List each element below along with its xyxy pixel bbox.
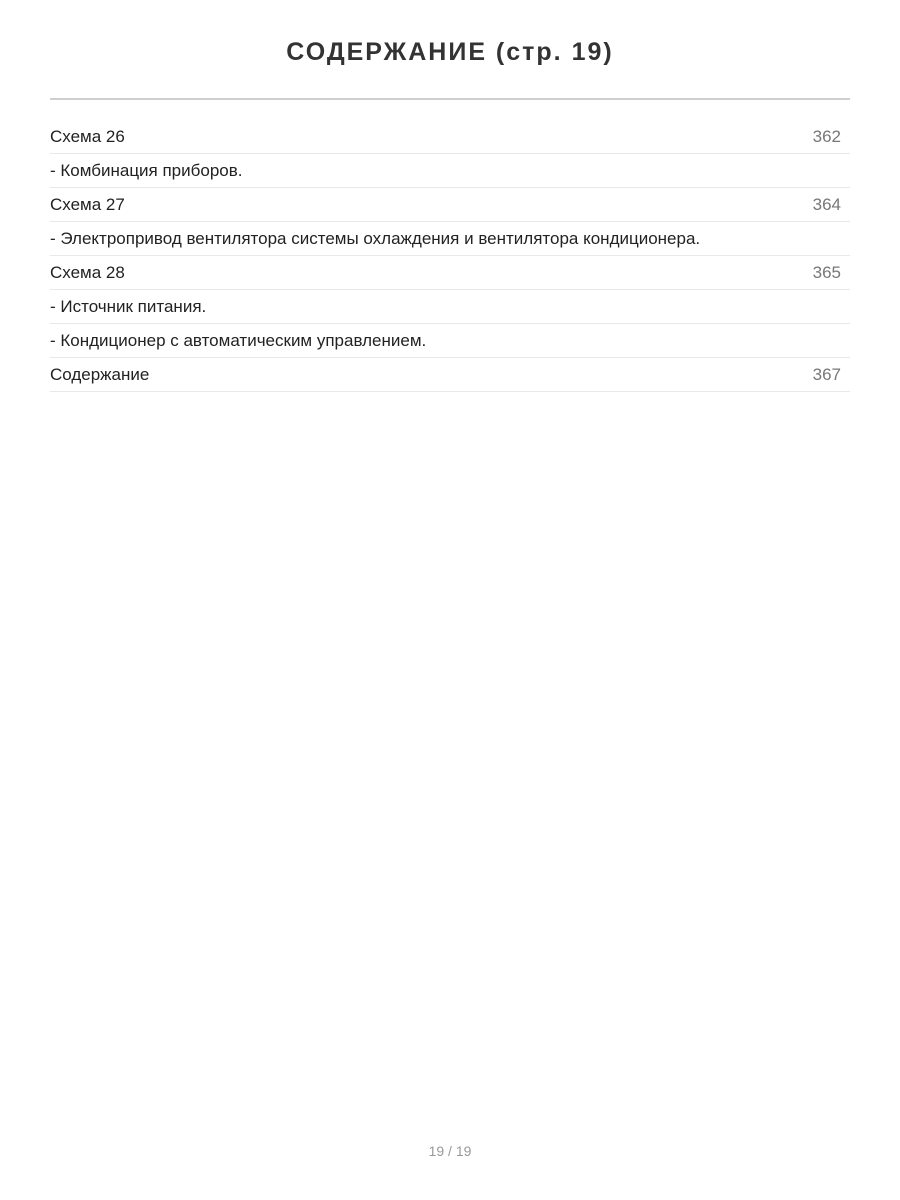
toc-entry-label: Схема 28 — [50, 263, 125, 282]
toc-entry-page-number: 367 — [812, 365, 841, 384]
toc-entry-scheme-28[interactable] — [50, 256, 850, 290]
toc-subentry[interactable] — [50, 290, 850, 324]
toc-list — [50, 120, 850, 392]
page-title: СОДЕРЖАНИЕ (стр. 19) — [286, 38, 614, 66]
toc-entry-label: Схема 27 — [50, 195, 125, 214]
toc-entry-label: - Комбинация приборов. — [50, 161, 243, 180]
toc-subentry[interactable] — [50, 324, 850, 358]
toc-entry-contents[interactable] — [50, 358, 850, 392]
toc-entry-label: - Электропривод вентилятора системы охлаждения и вентилятора кондиционера. — [50, 229, 701, 248]
toc-subentry[interactable] — [50, 154, 850, 188]
toc-entry-label: Содержание — [50, 365, 150, 384]
toc-entry-scheme-26[interactable] — [50, 120, 850, 154]
toc-subentry[interactable] — [50, 222, 850, 256]
toc-entry-page-number: 365 — [812, 263, 841, 282]
title-divider — [50, 98, 850, 100]
toc-entry-label: Схема 26 — [50, 127, 125, 146]
toc-entry-label: - Источник питания. — [50, 297, 207, 316]
toc-entry-scheme-27[interactable] — [50, 188, 850, 222]
toc-entry-page-number: 364 — [812, 195, 841, 214]
toc-entry-page-number: 362 — [812, 127, 841, 146]
toc-entry-label: - Кондиционер с автоматическим управлением. — [50, 331, 427, 350]
page-pagination: 19 / 19 — [428, 1143, 472, 1159]
